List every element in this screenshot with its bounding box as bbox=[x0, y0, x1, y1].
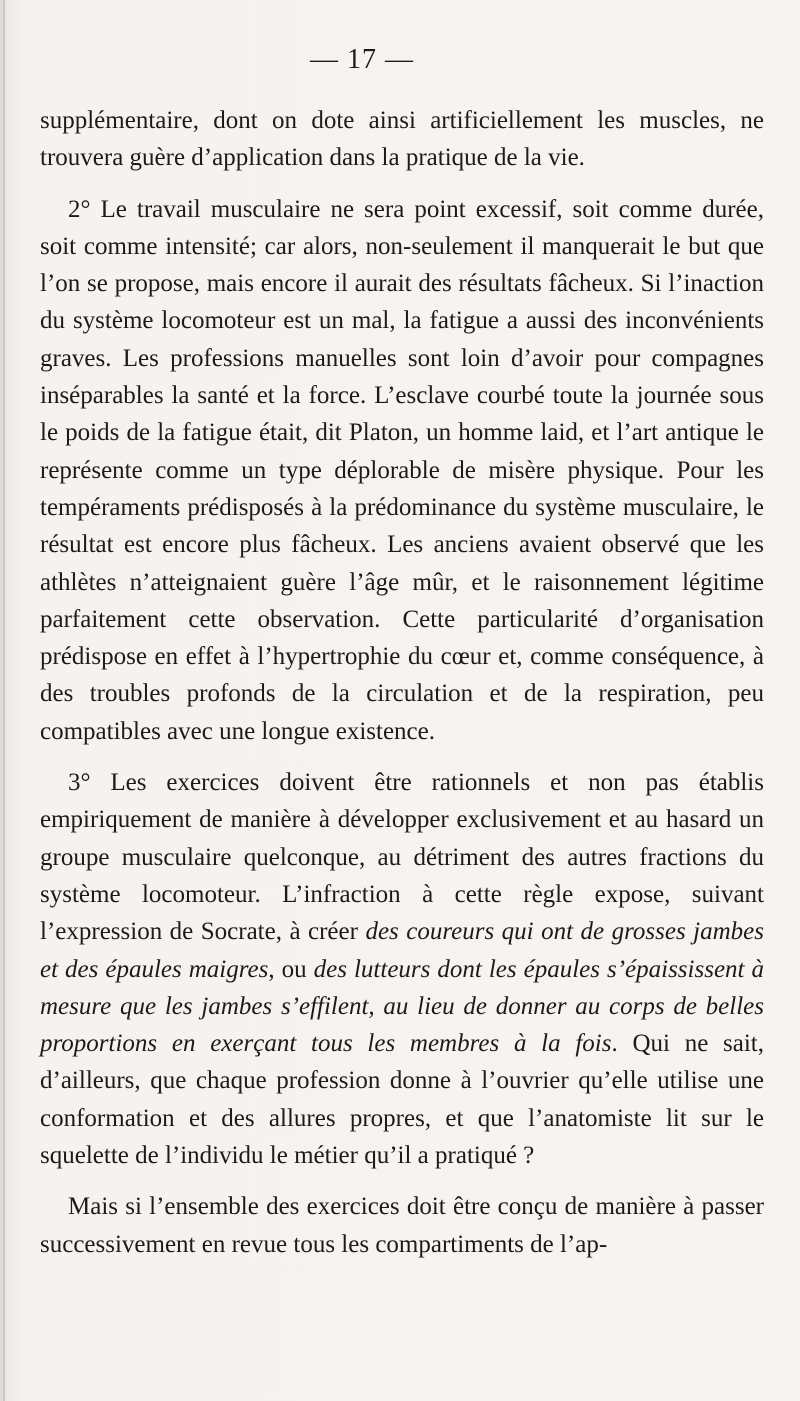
body-text bbox=[40, 102, 764, 1277]
paragraph-1: supplémentaire, dont on dote ainsi artificiellement les muscles, ne trouvera guère d’application dans la pratique de la vie. bbox=[40, 107, 764, 172]
paragraph-4: Mais si l’ensemble des exercices doit être conçu de manière à passer successivement en revue tous les compartiments de l’ap- bbox=[40, 1193, 764, 1258]
paragraph-3-quote-coureurs: des coureurs qui ont de grosses jambes et des épaules maigres bbox=[40, 918, 764, 983]
paragraph-3-quote-lutteurs: des lutteurs dont les épaules s’épaississent à mesure que les jambes s’effilent, au lieu de donner au corps de belles proportions en exerçant tous les membres à la fois bbox=[40, 955, 764, 1058]
page-number: — 17 — bbox=[310, 44, 414, 75]
paragraph-3 bbox=[40, 764, 764, 1174]
paragraph-3-text-start: 3° Les exercices doivent être rationnels et non pas établis empiriquement de manière à développer exclusivement et au hasard un groupe musculaire quelconque, au détriment des autres fractions du système locomoteur. L’infraction à cette règle expose, suivant l’expression de Socrate, à créer bbox=[40, 769, 764, 946]
paragraph-2: 2° Le travail musculaire ne sera point excessif, soit comme durée, soit comme intensité; car alors, non-seulement il manquerait le but que l’on se propose, mais encore il aurait des résultats fâcheux. Si l’inaction du système locomoteur est un mal, la fatigue a aussi des inconvénients graves. Les professions manuelles sont loin d’avoir pour compagnes inséparables la santé et la force. L’esclave courbé toute la journée sous le poids de la fatigue était, dit Platon, un homme laid, et l’art antique le représente comme un type déplorable de misère physique. Pour les tempéraments prédisposés à la prédominance du système musculaire, le résultat est encore plus fâcheux. Les anciens avaient observé que les athlètes n’atteignaient guère l’âge mûr, et le raisonnement légitime parfaitement cette observation. Cette particularité d’organisation prédispose en effet à l’hypertrophie du cœur et, comme conséquence, à des troubles profonds de la circulation et de la respiration, peu compatibles avec une longue existence. bbox=[40, 195, 764, 745]
paragraph-3-text-middle: , ou bbox=[268, 955, 314, 983]
paragraph-3-text-end: . Qui ne sait, d’ailleurs, que chaque profession donne à l’ouvrier qu’elle utilise une conformation et des allures propres, et que l’anatomiste lit sur le squelette de l’individu le métier qu’il a pratiqué ? bbox=[40, 1030, 764, 1170]
binding-edge bbox=[3, 0, 5, 1401]
